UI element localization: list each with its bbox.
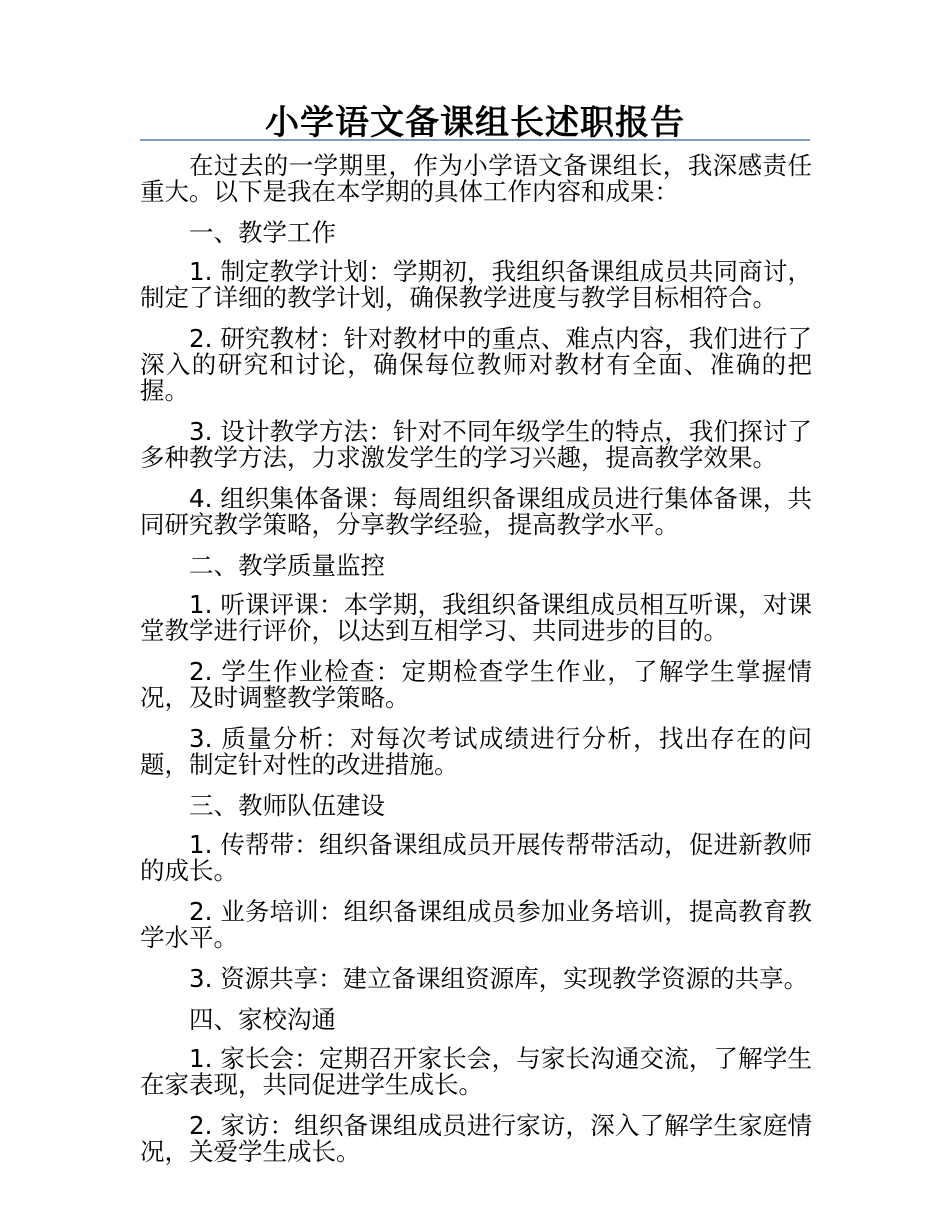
paragraph-quality-analysis: 3. 质量分析：对每次考试成绩进行分析，找出存在的问题，制定针对性的改进措施。 [140,724,812,779]
paragraph-teaching-methods: 3. 设计教学方法：针对不同年级学生的特点，我们探讨了多种教学方法，力求激发学生的学习兴趣，提高教学效果。 [140,417,812,472]
paragraph-resource-sharing: 3. 资源共享：建立备课组资源库，实现教学资源的共享。 [189,964,809,993]
paragraph-home-visit: 2. 家访：组织备课组成员进行家访，深入了解学生家庭情况，关爱学生成长。 [140,1111,812,1166]
paragraph-training: 2. 业务培训：组织备课组成员参加业务培训，提高教育教学水平。 [140,897,812,952]
paragraph-parent-meeting: 1. 家长会：定期召开家长会，与家长沟通交流，了解学生在家表现，共同促进学生成长。 [140,1044,812,1099]
section-heading-teachers: 三、教师队伍建设 [189,791,385,820]
paragraph-textbook-research: 2. 研究教材：针对教材中的重点、难点内容，我们进行了深入的研究和讨论，确保每位教师对教材有全面、准确的把握。 [140,324,812,405]
section-heading-teaching: 一、教学工作 [189,218,336,247]
document-body [140,153,812,1180]
document-title: 小学语文备课组长述职报告 [265,103,685,143]
section-heading-home-school: 四、家校沟通 [189,1005,336,1034]
paragraph-homework-check: 2. 学生作业检查：定期检查学生作业，了解学生掌握情况，及时调整教学策略。 [140,657,812,712]
paragraph-mentoring: 1. 传帮带：组织备课组成员开展传帮带活动，促进新教师的成长。 [140,830,812,885]
title-underline [140,139,810,141]
section-heading-quality: 二、教学质量监控 [189,551,385,580]
paragraph-lesson-review: 1. 听课评课：本学期，我组织备课组成员相互听课，对课堂教学进行评价，以达到互相学习、共同进步的目的。 [140,590,812,645]
paragraph-teaching-plan: 1. 制定教学计划：学期初，我组织备课组成员共同商讨，制定了详细的教学计划，确保教学进度与教学目标相符合。 [140,257,812,312]
paragraph-collective-prep: 4. 组织集体备课：每周组织备课组成员进行集体备课，共同研究教学策略，分享教学经验，提高教学水平。 [140,484,812,539]
intro-paragraph: 在过去的一学期里，作为小学语文备课组长，我深感责任重大。以下是我在本学期的具体工作内容和成果： [140,151,812,206]
